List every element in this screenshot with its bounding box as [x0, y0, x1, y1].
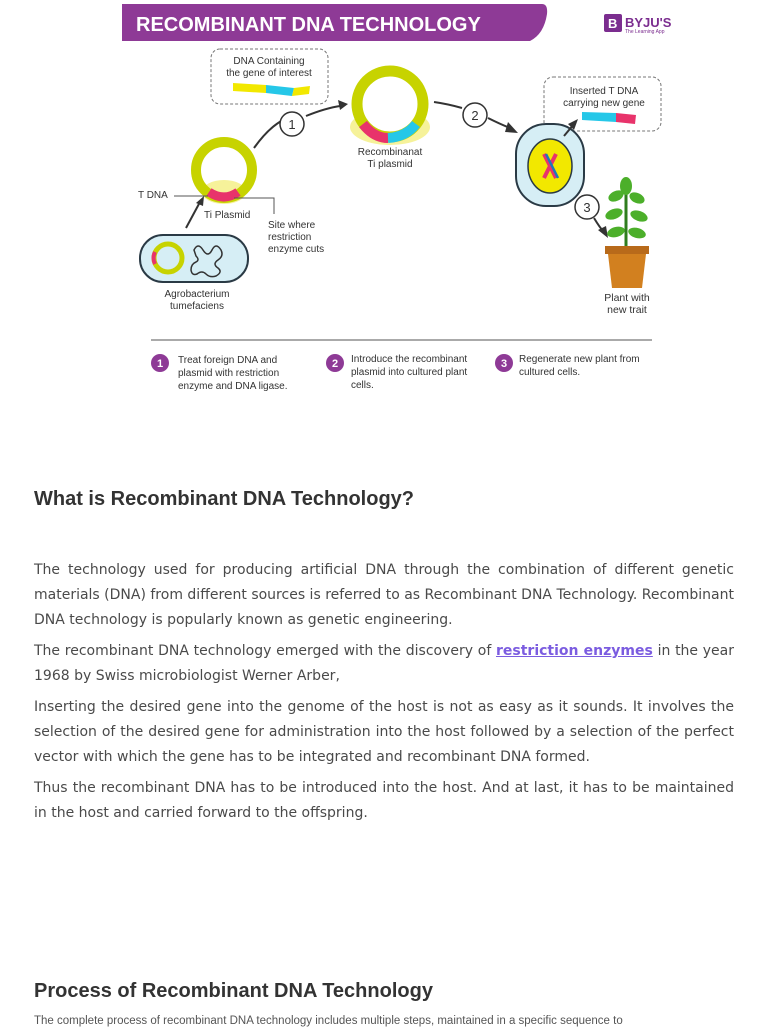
legend-step1-num: 1	[156, 358, 164, 370]
brand-tagline: The Learning App	[625, 29, 665, 35]
plant-label-line2: new trait	[607, 304, 647, 316]
agro-label-line2: tumefaciens	[170, 301, 224, 312]
byjus-logo	[604, 14, 672, 35]
heading-process: Process of Recombinant DNA Technology	[34, 980, 433, 1002]
figure-title: RECOMBINANT DNA TECHNOLOGY	[136, 14, 481, 36]
legend-step3-num: 3	[500, 358, 508, 370]
site-label-line1: Site where	[268, 220, 316, 231]
gene-label-line2: the gene of interest	[226, 68, 312, 79]
heading-what-is: What is Recombinant DNA Technology?	[34, 488, 415, 510]
logo-letter: B	[608, 16, 618, 31]
figure-svg	[116, 0, 684, 404]
ti-plasmid-label: Ti Plasmid	[204, 210, 251, 221]
inserted-cyan-segment-icon	[582, 112, 616, 122]
paragraph-discovery	[34, 639, 734, 689]
legend-step3-line1: Regenerate new plant from	[519, 354, 640, 365]
legend-step1-line1: Treat foreign DNA and	[178, 355, 278, 366]
arrow-step2-icon	[434, 102, 462, 108]
paragraph-definition: The technology used for producing artificial DNA through the combination of different genetic materials (DNA) from different sources is referred to as Recombinant DNA Technology. Recombinant DNA technology is popularly known as genetic engineering.	[34, 562, 734, 628]
legend-step3-line2: cultured cells.	[519, 367, 581, 378]
site-label-line3: enzyme cuts	[268, 244, 325, 255]
legend-step2-line1: Introduce the recombinant	[351, 354, 468, 365]
inserted-label-line1: Inserted T DNA	[569, 86, 639, 97]
brand-name: BYJU'S	[625, 15, 672, 30]
inserted-pink-segment-icon	[616, 113, 636, 124]
site-label-line2: restriction	[268, 232, 312, 243]
paragraph-inserting: Inserting the desired gene into the genome of the host is not as easy as it sounds. It involves the selection of the desired gene for administration into the host followed by a selection of the perfect vector with which the gene has to be integrated and recombinant DNA formed.	[34, 699, 734, 765]
discovery-text-after: in the year 1968 by Swiss microbiologist Werner Arber,	[34, 643, 735, 684]
t-dna-label: T DNA	[138, 190, 168, 201]
step1-number: 1	[288, 117, 296, 132]
legend-step2-line3: cells.	[351, 380, 374, 391]
step2-number: 2	[471, 108, 479, 123]
legend-step2-line2: plasmid into cultured plant	[351, 367, 468, 378]
paragraph-process-cut: The complete process of recombinant DNA technology includes multiple steps, maintained in a specific sequence to	[34, 1015, 623, 1027]
legend-step2-num: 2	[331, 358, 339, 370]
arrow-up-icon	[186, 202, 200, 228]
plant-pot-icon	[604, 177, 649, 288]
legend-step1-line2: plasmid with restriction	[178, 368, 280, 379]
gene-yellow-end-icon	[292, 86, 310, 96]
gene-cyan-segment-icon	[266, 85, 294, 96]
restriction-enzymes-link[interactable]: restriction enzymes	[496, 643, 653, 659]
step3-number: 3	[583, 200, 591, 215]
plant-label-line1: Plant with	[604, 292, 650, 304]
gene-yellow-segment-icon	[233, 83, 266, 93]
article-paragraphs	[34, 558, 734, 832]
recomb-label-line2: Ti plasmid	[367, 159, 413, 170]
discovery-text-before: The recombinant DNA technology emerged with the discovery of	[34, 643, 496, 659]
recomb-label-line1: Recombinanat	[357, 147, 423, 158]
inserted-label-line2: carrying new gene	[563, 98, 645, 109]
agro-label-line1: Agrobacterium	[164, 289, 230, 300]
recombinant-dna-figure	[116, 0, 684, 404]
legend-step1-line3: enzyme and DNA ligase.	[178, 381, 288, 392]
paragraph-maintained: Thus the recombinant DNA has to be introduced into the host. And at last, it has to be maintained in the host and carried forward to the offspring.	[34, 780, 734, 821]
gene-label-line1: DNA Containing	[233, 56, 305, 67]
t-dna-segment-icon	[209, 192, 238, 197]
